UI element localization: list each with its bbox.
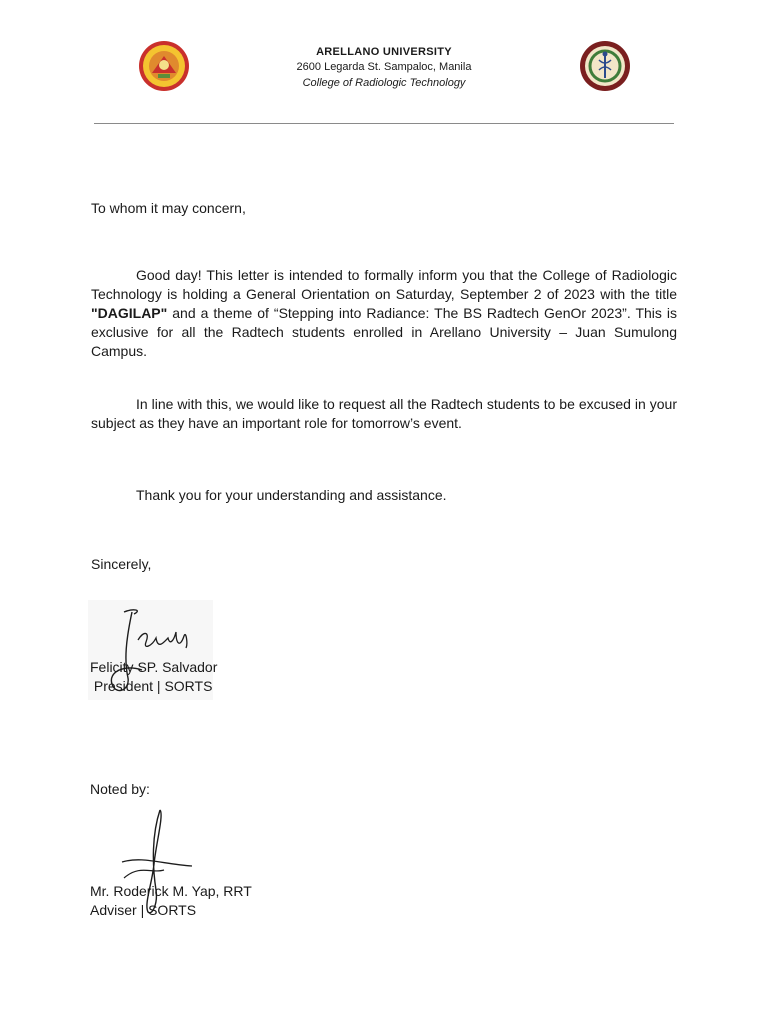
paragraph-thanks bbox=[91, 486, 677, 505]
college-name: College of Radiologic Technology bbox=[302, 77, 466, 89]
paragraph-request-text: In line with this, we would like to request all the Radtech students to be excused in your subject as they have an important role for tomorrow’s event. bbox=[91, 396, 677, 431]
noted-by-label: Noted by: bbox=[90, 781, 150, 797]
signatory-1-title: President | SORTS bbox=[90, 678, 213, 694]
college-radiologic-technology-seal-logo bbox=[579, 40, 631, 92]
signatory-1-name: Felicity SP. Salvador bbox=[90, 659, 218, 675]
event-title: "DAGILAP" bbox=[91, 305, 168, 321]
header-divider bbox=[94, 123, 674, 124]
university-address: 2600 Legarda St. Sampaloc, Manila bbox=[296, 61, 472, 73]
paragraph-thanks-text: Thank you for your understanding and assistance. bbox=[136, 487, 447, 503]
paragraph-orientation-text-1: Good day! This letter is intended to formally inform you that the College of Radiologic Technology is holding a General Orientation on Saturday, September 2 of 2023 with the title bbox=[91, 267, 677, 302]
closing: Sincerely, bbox=[91, 556, 152, 572]
letterhead bbox=[234, 45, 534, 91]
signatory-2-name: Mr. Roderick M. Yap, RRT bbox=[90, 883, 252, 899]
paragraph-orientation-text-2: and a theme of “Stepping into Radiance: The BS Radtech GenOr 2023”. This is exclusive for all the Radtech students enrolled in Arellano University – Juan Sumulong Campus. bbox=[91, 305, 677, 359]
arellano-university-seal-logo bbox=[138, 40, 190, 92]
university-name: ARELLANO UNIVERSITY bbox=[316, 46, 452, 58]
salutation: To whom it may concern, bbox=[91, 200, 246, 216]
paragraph-orientation bbox=[91, 266, 677, 361]
signatory-2-title: Adviser | SORTS bbox=[90, 902, 197, 918]
paragraph-request bbox=[91, 395, 677, 433]
